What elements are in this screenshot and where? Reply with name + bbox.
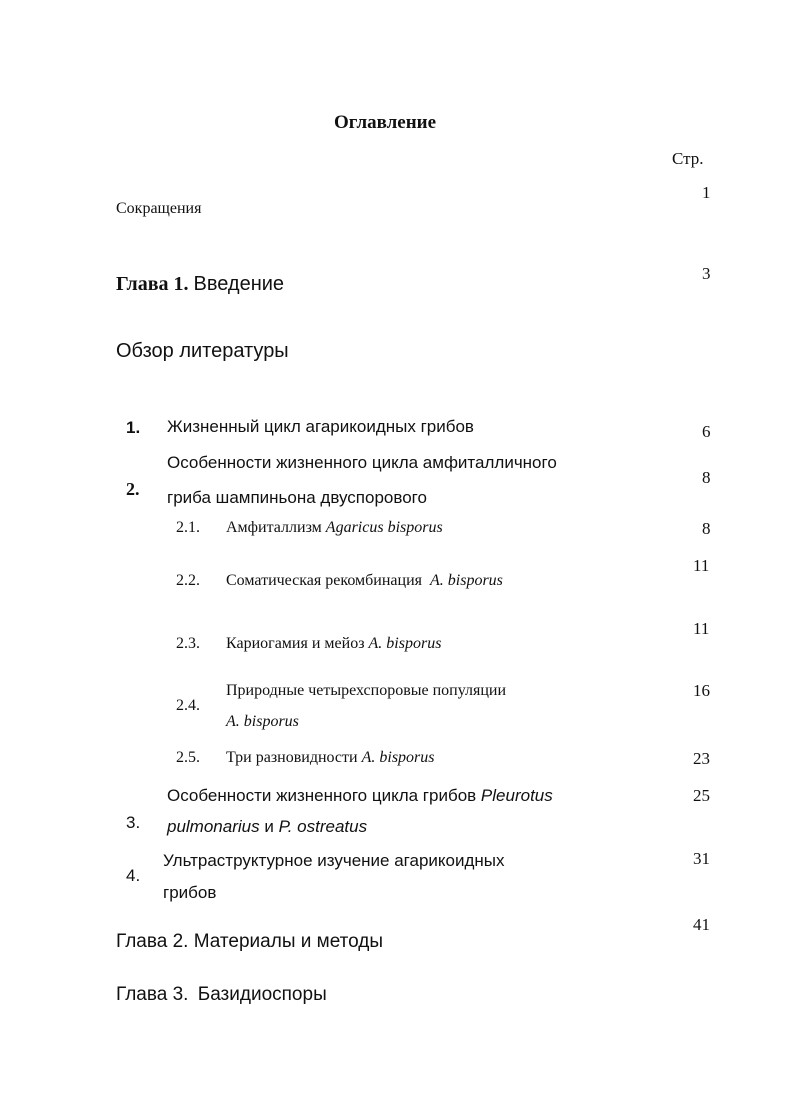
section-4-title-line1: Ультраструктурное изучение агарикоидных (163, 851, 505, 870)
subsection-2-5-text: Три разновидности (226, 749, 358, 766)
subsection-2-2-species: A. bisporus (430, 572, 503, 589)
subsection-2-2-text: Соматическая рекомбинация (226, 572, 422, 589)
subsection-2-3-number: 2.3. (176, 635, 200, 652)
section-2-title-line2: гриба шампиньона двуспорового (167, 488, 427, 507)
section-3-title-line2 (167, 817, 367, 837)
page-subsection-2-5: 23 (693, 749, 710, 768)
subsection-2-3-title (226, 635, 441, 653)
section-3-species-epithet: pulmonarius (167, 817, 260, 836)
page-subsection-2-1: 8 (702, 519, 711, 538)
chapter-3-prefix: Глава 3. (116, 984, 189, 1005)
subsection-2-1-species: Agaricus bisporus (325, 519, 443, 536)
toc-title: Оглавление (334, 112, 437, 133)
subsection-2-2-number: 2.2. (176, 572, 200, 589)
subsection-2-5-title (226, 749, 435, 767)
chapter-1-prefix: Глава 1. (116, 273, 189, 295)
section-3-number: 3. (126, 813, 141, 832)
section-3-text: Особенности жизненного цикла грибов (167, 786, 477, 805)
section-3-species-genus: Pleurotus (480, 786, 553, 805)
section-1-number: 1. (126, 418, 141, 437)
chapter-3-title: Базидиоспоры (197, 984, 327, 1005)
page-section-2: 8 (702, 468, 711, 487)
section-3-species-second: P. ostreatus (278, 817, 368, 836)
section-4-number: 4. (126, 866, 141, 885)
page-subsection-2-2: 11 (693, 556, 710, 575)
section-3-conj: и (264, 817, 274, 836)
subsection-2-3-species: A. bisporus (368, 635, 442, 652)
subsection-2-5-species: A. bisporus (361, 749, 435, 766)
subsection-2-1-number: 2.1. (176, 519, 200, 536)
page-abbreviations: 1 (702, 183, 711, 202)
subsection-2-4-species: A. bisporus (226, 713, 299, 730)
chapter-2-title: Материалы и методы (193, 931, 384, 952)
section-3-title-line1 (167, 786, 553, 806)
subsection-2-4-number: 2.4. (176, 697, 200, 714)
toc-review: Обзор литературы (116, 340, 289, 362)
page-section-4: 31 (693, 849, 710, 868)
section-1-title: Жизненный цикл агарикоидных грибов (167, 417, 474, 436)
subsection-2-3-text: Кариогамия и мейоз (226, 635, 365, 652)
toc-chapter-3 (116, 984, 327, 1006)
subsection-2-1-title (226, 519, 443, 537)
subsection-2-5-number: 2.5. (176, 749, 200, 766)
toc-chapter-1 (116, 273, 284, 296)
subsection-2-4-text: Природные четырехспоровые популяции (226, 682, 507, 699)
page-section-3: 25 (693, 786, 710, 805)
page-chapter-1: 3 (702, 264, 711, 283)
section-4-title-line2: грибов (163, 883, 217, 902)
toc-abbreviations: Сокращения (116, 200, 202, 217)
subsection-2-2-title (226, 572, 503, 590)
page-column-label: Стр. (672, 149, 704, 168)
subsection-2-1-text: Амфиталлизм (226, 519, 322, 536)
page-subsection-2-4: 16 (693, 681, 710, 700)
section-2-title-line1: Особенности жизненного цикла амфиталличного (167, 453, 557, 472)
chapter-2-prefix: Глава 2. (116, 931, 189, 952)
toc-chapter-2 (116, 931, 383, 953)
section-2-number: 2. (126, 479, 140, 499)
chapter-1-title: Введение (193, 273, 285, 295)
page-section-1: 6 (702, 422, 711, 441)
page-subsection-2-3: 11 (693, 619, 710, 638)
page-chapter-2: 41 (693, 915, 710, 934)
